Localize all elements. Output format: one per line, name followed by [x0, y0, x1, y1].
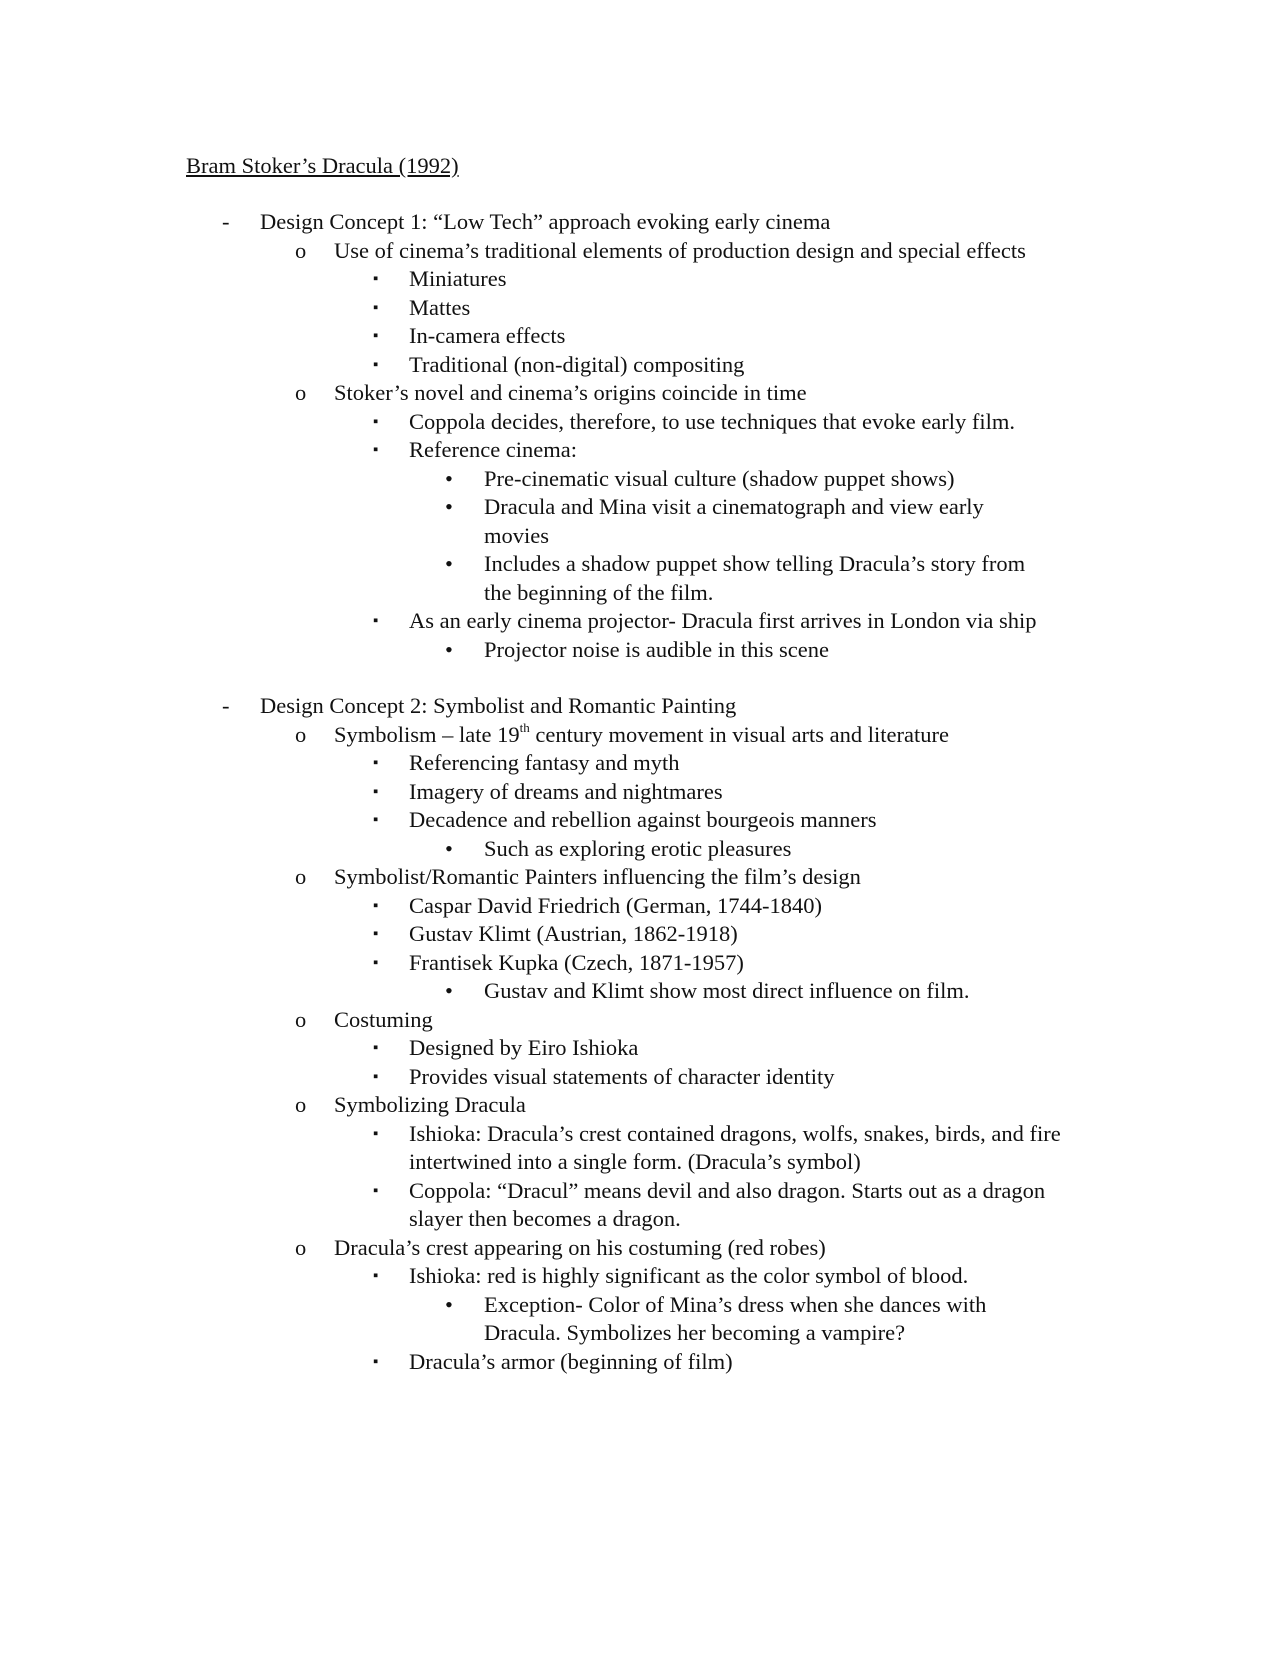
round-bullet-icon: •: [445, 551, 453, 576]
circle-bullet-icon: o: [295, 864, 307, 889]
outline-point-text: Dracula and Mina visit a cinematograph and view early movies: [484, 494, 984, 548]
circle-bullet-icon: o: [295, 380, 307, 405]
square-bullet-icon: ▪: [373, 954, 379, 971]
outline-item-text: Symbolist/Romantic Painters influencing the film’s design: [334, 864, 861, 889]
square-bullet-icon: ▪: [373, 897, 379, 914]
square-bullet-icon: ▪: [373, 755, 379, 771]
outline-subitem: [0, 1262, 1280, 1291]
square-bullet-icon: ▪: [373, 299, 379, 316]
outline-subitem-text: Ishioka: Dracula’s crest contained dragons, wolfs, snakes, birds, and fire intertwined into a single form. (Dracula’s symbol): [409, 1120, 1061, 1174]
outline-subitem-text: Dracula’s armor (beginning of film): [409, 1348, 733, 1374]
outline-subitem-text: Caspar David Friedrich (German, 1744-1840): [409, 892, 823, 918]
outline-subitem: [0, 749, 1280, 778]
outline-item: [0, 721, 1280, 750]
outline-subitem: [0, 436, 1280, 465]
square-bullet-icon: ▪: [373, 413, 379, 430]
outline-subitem: [0, 806, 1280, 835]
outline-point: [0, 493, 1280, 550]
outline-subitem: [0, 1034, 1280, 1063]
outline-item-text: [334, 721, 1040, 750]
outline-subitem: [0, 892, 1280, 921]
outline-subitem-text: As an early cinema projector- Dracula first arrives in London via ship: [409, 608, 1037, 633]
outline-item-text: Dracula’s crest appearing on his costuming (red robes): [334, 1234, 826, 1260]
outline-subitem-text: Gustav Klimt (Austrian, 1862-1918): [409, 921, 738, 946]
outline-subitem-text: Traditional (non-digital) compositing: [409, 351, 745, 377]
square-bullet-icon: ▪: [373, 1268, 379, 1284]
outline-subitem: [0, 294, 1280, 323]
outline-subitem: [0, 322, 1280, 351]
outline-subitem-text: Imagery of dreams and nightmares: [409, 778, 723, 804]
concept-1-heading-text: Design Concept 1: “Low Tech” approach evoking early cinema: [260, 209, 831, 234]
outline-point: [0, 465, 1280, 494]
square-bullet-icon: ▪: [373, 442, 379, 458]
outline-subitem: [0, 1177, 1280, 1234]
outline-point: [0, 835, 1280, 864]
outline-item: [0, 237, 1280, 266]
outline-subitem-text: Reference cinema:: [409, 437, 578, 462]
document-title: Bram Stoker’s Dracula (1992): [186, 153, 459, 178]
outline-subitem: [0, 778, 1280, 807]
outline-subitem-text: In-camera effects: [409, 323, 566, 348]
outline-point-text: Exception- Color of Mina’s dress when she dances with Dracula. Symbolizes her becoming a vampire?: [484, 1291, 987, 1345]
concept-2-heading-text: Design Concept 2: Symbolist and Romantic Painting: [260, 693, 737, 718]
symbolism-text-end: century movement in visual arts and literature: [529, 721, 949, 747]
outline-item-text: Symbolizing Dracula: [334, 1092, 526, 1117]
outline-point-text: Gustav and Klimt show most direct influence on film.: [484, 978, 970, 1003]
square-bullet-icon: ▪: [373, 613, 379, 629]
square-bullet-icon: ▪: [373, 812, 379, 828]
outline-subitem: [0, 1348, 1280, 1377]
outline-point: [0, 1291, 1280, 1348]
round-bullet-icon: •: [445, 1291, 453, 1317]
outline-subitem: [0, 920, 1280, 949]
outline-subitem-text: Coppola decides, therefore, to use techniques that evoke early film.: [409, 408, 1016, 434]
square-bullet-icon: ▪: [373, 1353, 379, 1370]
concept-1-heading: [0, 208, 1280, 237]
outline-item: [0, 863, 1280, 892]
square-bullet-icon: ▪: [373, 783, 379, 800]
outline-subitem: [0, 351, 1280, 380]
outline-point: [0, 977, 1280, 1006]
outline-subitem-text: Miniatures: [409, 266, 507, 291]
circle-bullet-icon: o: [295, 1234, 307, 1260]
outline-item: [0, 1234, 1280, 1263]
dash-marker: -: [222, 209, 230, 234]
round-bullet-icon: •: [445, 835, 453, 861]
outline-subitem-text: Frantisek Kupka (Czech, 1871-1957): [409, 949, 744, 975]
outline-subitem-text: Mattes: [409, 294, 471, 320]
outline-list: [0, 208, 1280, 1376]
symbolism-text-start: Symbolism – late 19: [334, 721, 520, 747]
square-bullet-icon: ▪: [373, 356, 379, 373]
square-bullet-icon: ▪: [373, 271, 379, 287]
ordinal-suffix: th: [519, 720, 530, 735]
outline-subitem: [0, 408, 1280, 437]
outline-item-text: Stoker’s novel and cinema’s origins coincide in time: [334, 380, 807, 405]
square-bullet-icon: ▪: [373, 926, 379, 942]
square-bullet-icon: ▪: [373, 1125, 379, 1142]
round-bullet-icon: •: [445, 465, 453, 491]
outline-item: [0, 1091, 1280, 1120]
outline-point: [0, 636, 1280, 665]
outline-point-text: Projector noise is audible in this scene: [484, 636, 829, 662]
outline-item-text: Costuming: [334, 1006, 433, 1032]
outline-subitem: [0, 949, 1280, 978]
outline-subitem-text: Coppola: “Dracul” means devil and also dragon. Starts out as a dragon slayer then becomes a dragon.: [409, 1177, 1046, 1231]
circle-bullet-icon: o: [295, 721, 307, 747]
concept-2-heading: [0, 692, 1280, 721]
square-bullet-icon: ▪: [373, 1040, 379, 1056]
outline-subitem-text: Designed by Eiro Ishioka: [409, 1035, 639, 1060]
outline-subitem: [0, 1120, 1280, 1177]
circle-bullet-icon: o: [295, 1092, 307, 1117]
outline-point-text: Pre-cinematic visual culture (shadow puppet shows): [484, 465, 955, 491]
circle-bullet-icon: o: [295, 1006, 307, 1032]
outline-subitem-text: Provides visual statements of character identity: [409, 1063, 835, 1089]
circle-bullet-icon: o: [295, 237, 307, 263]
round-bullet-icon: •: [445, 636, 453, 662]
outline-item: [0, 1006, 1280, 1035]
section-spacer: [0, 664, 1280, 692]
round-bullet-icon: •: [445, 494, 453, 519]
outline-item: [0, 379, 1280, 408]
outline-subitem-text: Ishioka: red is highly significant as the color symbol of blood.: [409, 1263, 969, 1288]
dash-marker: -: [222, 693, 230, 718]
outline-subitem-text: Referencing fantasy and myth: [409, 750, 680, 775]
square-bullet-icon: ▪: [373, 328, 379, 344]
outline-point-text: Such as exploring erotic pleasures: [484, 835, 792, 861]
outline-point: [0, 550, 1280, 607]
outline-item-text: Use of cinema’s traditional elements of production design and special effects: [334, 237, 1026, 263]
outline-subitem-text: Decadence and rebellion against bourgeois manners: [409, 807, 877, 832]
outline-subitem: [0, 607, 1280, 636]
round-bullet-icon: •: [445, 978, 453, 1003]
outline-subitem: [0, 265, 1280, 294]
outline-point-text: Includes a shadow puppet show telling Dracula’s story from the beginning of the film.: [484, 551, 1026, 605]
square-bullet-icon: ▪: [373, 1182, 379, 1199]
outline-subitem: [0, 1063, 1280, 1092]
square-bullet-icon: ▪: [373, 1068, 379, 1085]
